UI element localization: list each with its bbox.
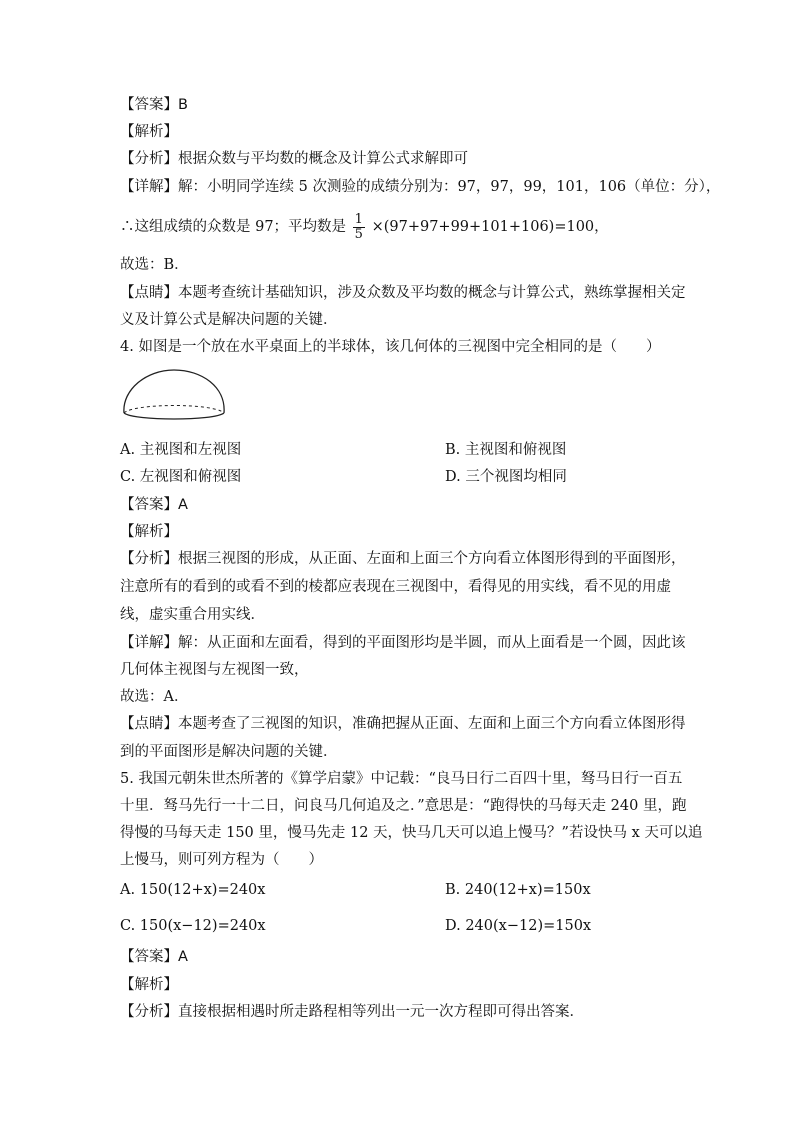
- q3-detail-line-1: 【详解】解：小明同学连续 5 次测验的成绩分别为：97，97，99，101，106（单位：分），: [120, 179, 721, 195]
- q5-option-c: C. 150(x−12)=240x: [120, 918, 266, 934]
- q4-analysis-line-1: 【分析】根据三视图的形成，从正面、左面和上面三个方向看立体图形得到的平面图形，: [120, 551, 686, 567]
- hemisphere-base-front: [124, 413, 224, 419]
- q3-mean-expression: ×(97+97+99+101+106)=100，: [371, 219, 609, 235]
- q4-analysis-line-2: 注意所有的看到的或看不到的棱都应表现在三视图中，看得见的用实线，看不见的用虚: [120, 579, 671, 595]
- q3-detail-text: ∴这组成绩的众数是 97；平均数是: [120, 219, 347, 235]
- q5-option-d: D. 240(x−12)=150x: [445, 918, 592, 934]
- fraction: [353, 213, 365, 242]
- hemisphere-figure: [118, 365, 230, 425]
- q5-stem-line-4: 上慢马，则可列方程为（ ）: [120, 852, 323, 868]
- q4-detail-line-1: 【详解】解：从正面和左面看，得到的平面图形均是半圆，而从上面看是一个圆，因此该: [120, 635, 686, 651]
- q4-option-a: A. 主视图和左视图: [120, 442, 242, 458]
- q4-option-d: D. 三个视图均相同: [445, 469, 567, 485]
- q4-option-c: C. 左视图和俯视图: [120, 469, 242, 485]
- q5-stem-line-2: 十里．驽马先行一十二日，问良马几何追及之．”意思是：“跑得快的马每天走 240 里，跑: [120, 798, 687, 814]
- q5-option-b: B. 240(12+x)=150x: [445, 882, 591, 898]
- q3-analysis-heading: 【解析】: [120, 124, 178, 140]
- q3-comment-line-2: 义及计算公式是解决问题的关键．: [120, 312, 338, 328]
- q5-answer: 【答案】A: [120, 949, 188, 965]
- hemisphere-outline: [124, 370, 224, 413]
- fraction-numerator: 1: [354, 211, 363, 227]
- q3-conclusion: 故选：B．: [120, 257, 189, 273]
- q4-analysis-line-3: 线，虚实重合用实线．: [120, 607, 265, 623]
- q3-answer: 【答案】B: [120, 97, 188, 113]
- q5-analysis: 【分析】直接根据相遇时所走路程相等列出一元一次方程即可得出答案．: [120, 1004, 584, 1020]
- q5-option-a: A. 150(12+x)=240x: [120, 882, 266, 898]
- q4-comment-line-2: 到的平面图形是解决问题的关键．: [120, 744, 338, 760]
- q5-analysis-heading: 【解析】: [120, 977, 178, 993]
- q5-stem-line-3: 得慢的马每天走 150 里，慢马先走 12 天，快马几天可以追上慢马？”若设快马 x 天可以追: [120, 825, 703, 841]
- q4-analysis-heading: 【解析】: [120, 524, 178, 540]
- fraction-denominator: 5: [354, 226, 363, 242]
- q3-detail-line-2: [120, 212, 609, 242]
- q3-comment-line-1: 【点睛】本题考查统计基础知识，涉及众数及平均数的概念与计算公式，熟练掌握相关定: [120, 285, 686, 301]
- q4-stem: 4. 如图是一个放在水平桌面上的半球体，该几何体的三视图中完全相同的是（ ）: [120, 339, 661, 355]
- q5-stem-line-1: 5. 我国元朝朱世杰所著的《算学启蒙》中记载：“良马日行二百四十里，驽马日行一百五: [120, 771, 683, 787]
- q4-comment-line-1: 【点睛】本题考查了三视图的知识，准确把握从正面、左面和上面三个方向看立体图形得: [120, 716, 686, 732]
- q3-analysis: 【分析】根据众数与平均数的概念及计算公式求解即可: [120, 151, 468, 167]
- q4-option-b: B. 主视图和俯视图: [445, 442, 567, 458]
- q4-answer: 【答案】A: [120, 497, 188, 513]
- q4-conclusion: 故选：A．: [120, 689, 189, 705]
- q4-detail-line-2: 几何体主视图与左视图一致，: [120, 662, 309, 678]
- hemisphere-base-back-dashed: [124, 406, 224, 414]
